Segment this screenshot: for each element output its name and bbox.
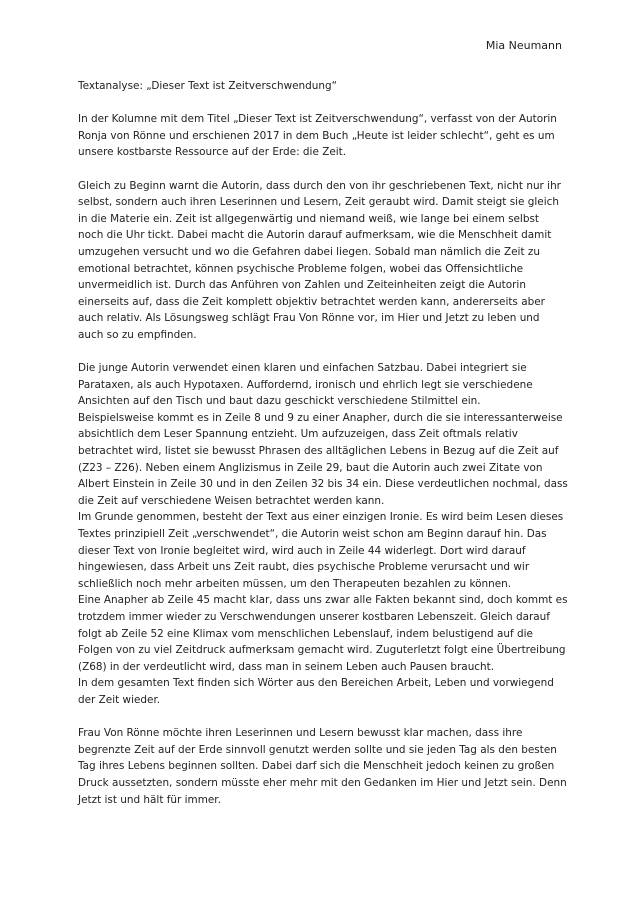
paragraph-summary: Gleich zu Beginn warnt die Autorin, dass durch den von ihr geschriebenen Text, nicht nur ihr selbst, sondern auch ihren Leserinnen und Lesern, Zeit geraubt wird. Damit steigt sie gleich in die Materie ein. Zeit ist allgegenwärtig und niemand weiß, wie lange bei einem selbst noch die Uhr tickt. Dabei macht die Autorin darauf aufmerksam, wie die Menschheit damit umzugehen versucht und wo die Gefahren dabei liegen. Sobald man nämlich die Zeit zu emotional betrachtet, können psychische Probleme folgen, wobei das Offensichtliche unvermeidlich ist. Durch das Anführen von Zahlen und Zeiteinheiten zeigt die Autorin einerseits auf, dass die Zeit komplett objektiv betrachtet werden kann, andererseits aber auch relativ. Als Lösungsweg schlägt Frau Von Rönne vor, im Hier und Jetzt zu leben und auch so zu empfinden.: [78, 179, 561, 341]
paragraph-analysis: Die junge Autorin verwendet einen klaren und einfachen Satzbau. Dabei integriert sie Parataxen, als auch Hypotaxen. Auffordernd, ironisch und ehrlich legt sie verschiedene Ansichten auf den Tisch und baut dazu geschickt verschiedene Stilmittel ein. Beispielsweise kommt es in Zeile 8 und 9 zu einer Anapher, durch die sie interessanterweise absichtlich dem Leser Spannung entzieht. Um aufzuzeigen, dass Zeit oftmals relativ betrachtet wird, listet sie bewusst Phrasen des alltäglichen Lebens in Bezug auf die Zeit auf (Z23 – Z26). Neben einem Anglizismus in Zeile 29, baut die Autorin auch zwei Zitate von Albert Einstein in Zeile 30 und in den Zeilen 32 bis 34 ein. Diese verdeutlichen nochmal, dass die Zeit auf verschiedene Weisen betrachtet werden kann. Im Grunde genommen, besteht der Text aus einer einzigen Ironie. Es wird beim Lesen dieses Textes prinzipiell Zeit „verschwendet“, die Autorin weist schon am Beginn darauf hin. Das dieser Text von Ironie begleitet wird, wird auch in Zeile 44 widerlegt. Dort wird darauf hingewiesen, dass Arbeit uns Zeit raubt, dies psychische Probleme verursacht und wir schließlich noch mehr arbeiten müssen, um den Therapeuten bezahlen zu können. Eine Anapher ab Zeile 45 macht klar, dass uns zwar alle Fakten bekannt sind, doch kommt es trotzdem immer wieder zu Verschwendungen unserer kostbaren Lebenszeit. Gleich darauf folgt ab Zeile 52 eine Klimax vom menschlichen Lebenslauf, indem belustigend auf die Folgen von zu viel Zeitdruck aufmerksam gemacht wird. Zuguterletzt folgt eine Übertreibung (Z68) in der verdeutlicht wird, dass man in seinem Leben auch Pausen braucht. In dem gesamten Text finden sich Wörter aus den Bereichen Arbeit, Leben und vorwiegend der Zeit wieder.: [78, 362, 568, 706]
paragraph-introduction: In der Kolumne mit dem Titel „Dieser Text ist Zeitverschwendung“, verfasst von der Autorin Ronja von Rönne und erschienen 2017 in dem Buch „Heute ist leider schlecht“, geht es um unsere kostbarste Ressource auf der Erde: die Zeit.: [78, 113, 557, 159]
paragraph-conclusion: Frau Von Rönne möchte ihren Leserinnen und Lesern bewusst klar machen, dass ihre begrenzte Zeit auf der Erde sinnvoll genutzt werden sollte und sie jeden Tag als den besten Tag ihres Lebens beginnen sollten. Dabei darf sich die Menschheit jedoch keinen zu großen Druck aussetzten, sondern müsste eher mehr mit den Gedanken im Hier und Jetzt sein. Denn Jetzt ist und hält für immer.: [78, 727, 567, 806]
author-name: Mia Neumann: [485, 39, 562, 52]
spacer: [78, 709, 572, 726]
spacer: [78, 95, 572, 112]
document-body: [78, 78, 572, 808]
document-title: Textanalyse: „Dieser Text ist Zeitverschwendung“: [78, 80, 338, 92]
spacer: [78, 344, 572, 361]
spacer: [78, 161, 572, 178]
